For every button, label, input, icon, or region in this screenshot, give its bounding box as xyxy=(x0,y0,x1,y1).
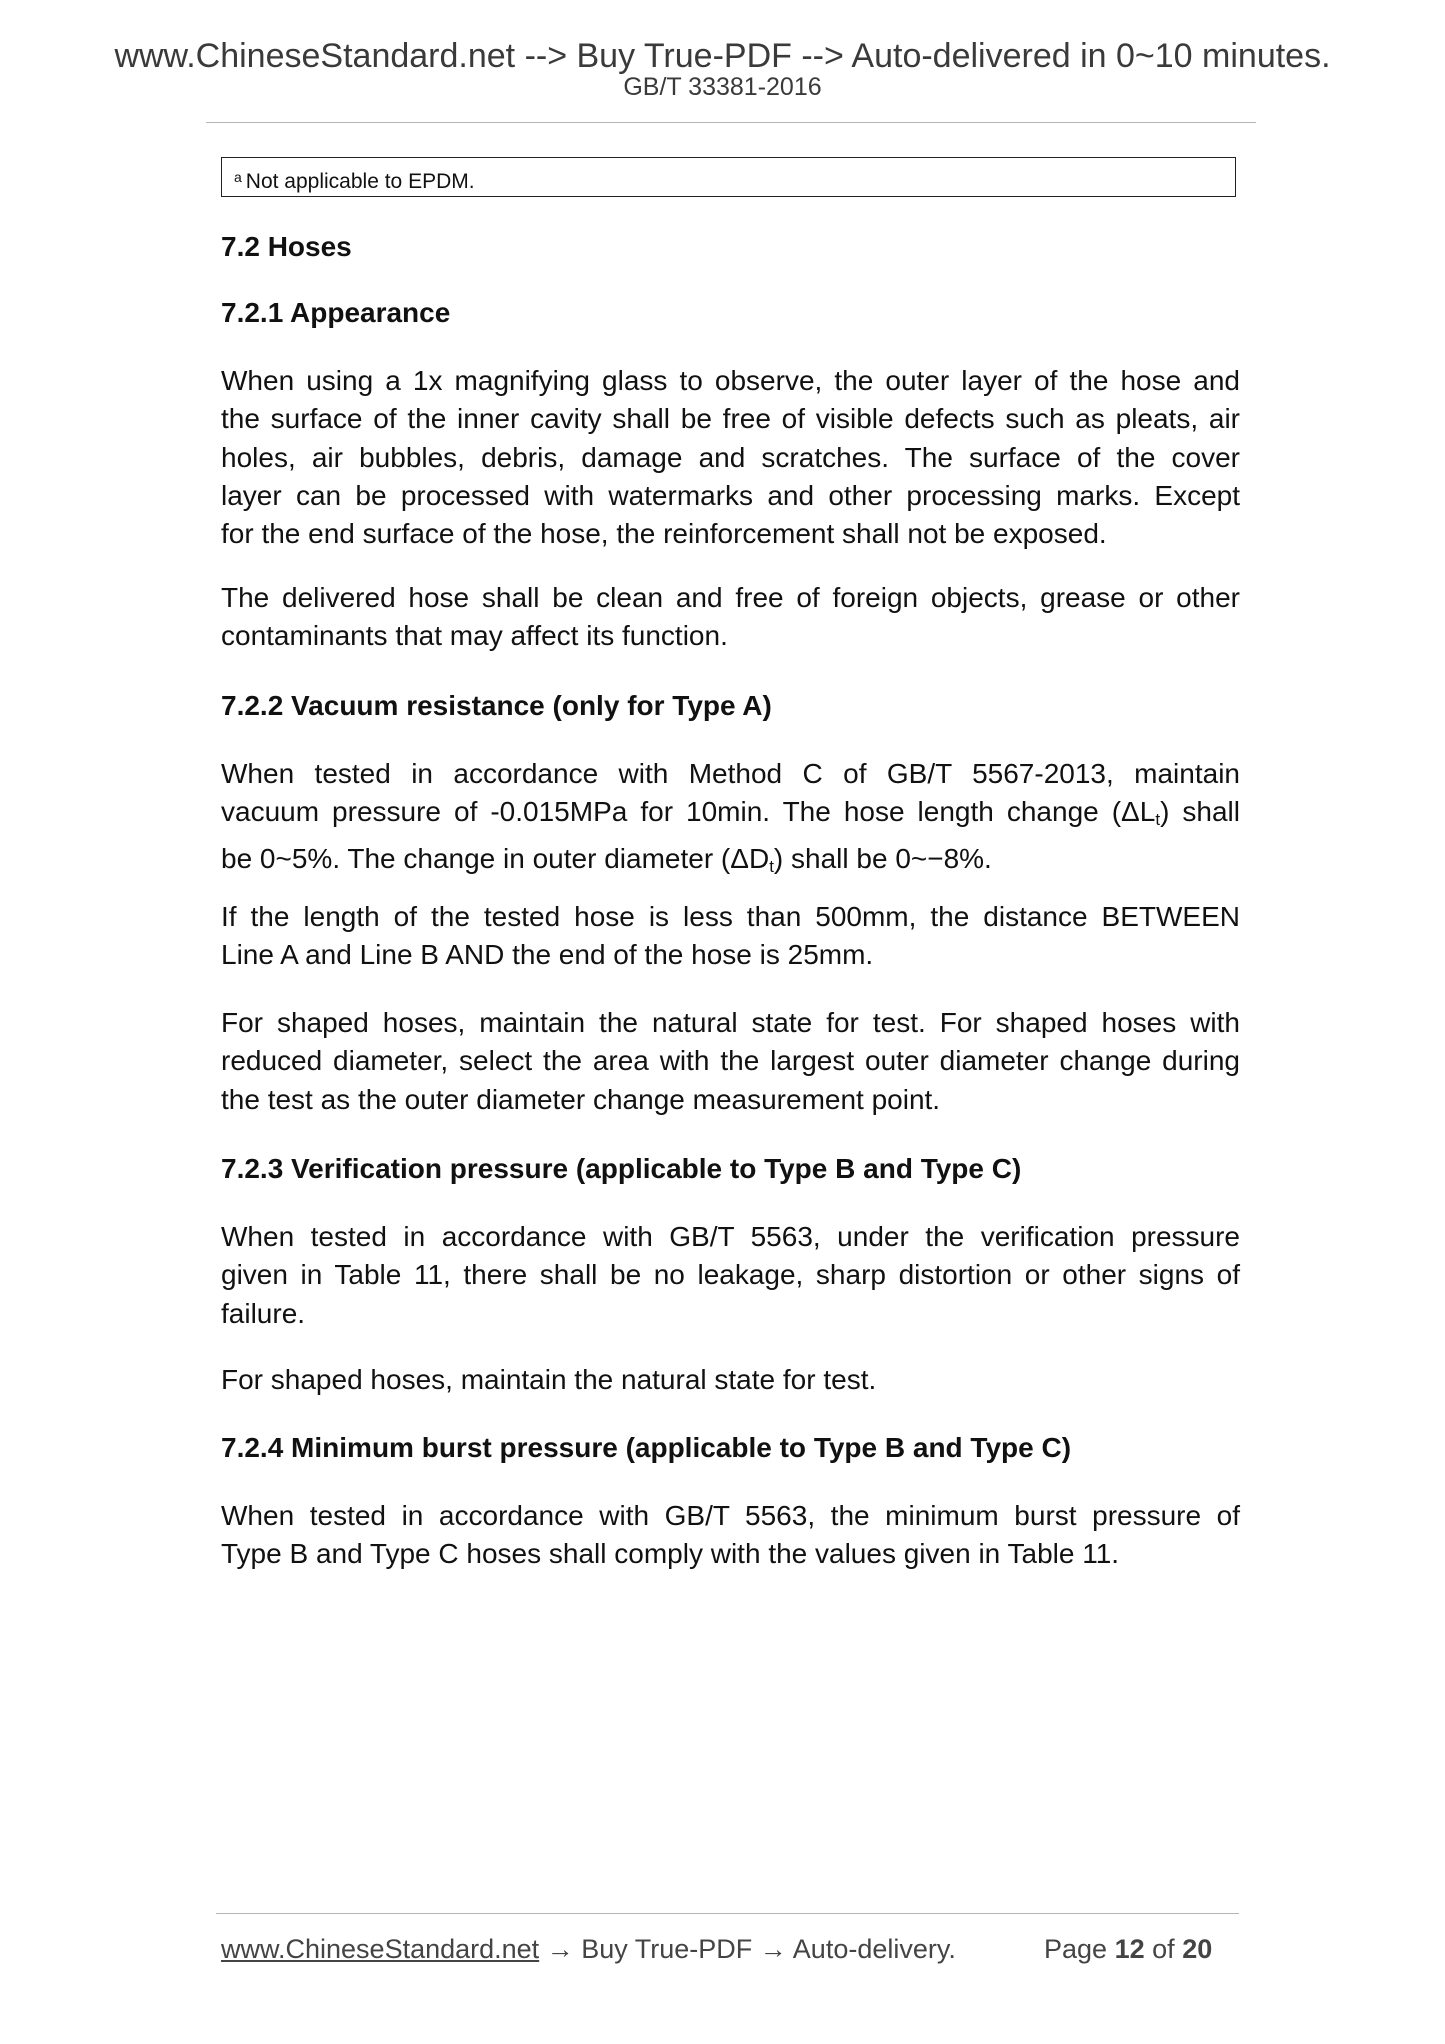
text-line: When tested in accordance with Method C of GB/T 5567-2013, maintain xyxy=(221,758,1240,789)
heading-7-2-3: 7.2.3 Verification pressure (applicable to Type B and Type C) xyxy=(221,1153,1022,1184)
footer-site-link[interactable]: www.ChineseStandard.net xyxy=(221,1934,540,1964)
text-line: contaminants that may affect its function. xyxy=(221,620,728,652)
text-line: the surface of the inner cavity shall be free of visible defects such as pleats, air xyxy=(221,403,1240,435)
text-line: Line A and Line B AND the end of the hose is 25mm. xyxy=(221,939,874,971)
text-segment: vacuum pressure of -0.015MPa for 10min. The hose length change (ΔL xyxy=(221,796,1156,828)
footer-buy-text: Buy True-PDF xyxy=(581,1934,753,1964)
header-divider xyxy=(206,122,1256,123)
paragraph-vacuum-3 xyxy=(221,1004,1240,1119)
heading-7-2-1: 7.2.1 Appearance xyxy=(221,297,451,328)
paragraph-vacuum-1 xyxy=(221,755,1240,886)
paragraph-appearance-1 xyxy=(221,362,1240,553)
paragraph-verification-2 xyxy=(221,1361,1240,1399)
text-line: When tested in accordance with GB/T 5563, the minimum burst pressure of xyxy=(221,1500,1240,1531)
document-code: GB/T 33381-2016 xyxy=(623,73,822,101)
text-line: layer can be processed with watermarks and other processing marks. Except xyxy=(221,479,1240,511)
site-banner: www.ChineseStandard.net --> Buy True-PDF --> Auto-delivered in 0~10 minutes. xyxy=(114,37,1331,75)
text-line: given in Table 11, there shall be no leakage, sharp distortion or other signs of xyxy=(221,1259,1240,1291)
paragraph-vacuum-2 xyxy=(221,898,1240,975)
subscript: t xyxy=(769,856,774,876)
page-label: Page xyxy=(1044,1934,1108,1964)
text-line: the test as the outer diameter change measurement point. xyxy=(221,1083,941,1115)
heading-7-2-4: 7.2.4 Minimum burst pressure (applicable to Type B and Type C) xyxy=(221,1432,1072,1463)
text-line: When using a 1x magnifying glass to observe, the outer layer of the hose and xyxy=(221,365,1240,396)
arrow-right-icon: → xyxy=(546,1934,574,1964)
paragraph-burst-1 xyxy=(221,1497,1240,1574)
footnote-text: Not applicable to EPDM. xyxy=(245,170,475,193)
paragraph-appearance-2 xyxy=(221,579,1240,656)
text-line: If the length of the tested hose is less than 500mm, the distance BETWEEN xyxy=(221,901,1240,932)
arrow-right-icon: → xyxy=(759,1934,787,1964)
footer-divider xyxy=(216,1913,1239,1914)
page-number: 12 xyxy=(1114,1934,1145,1964)
footer-promo xyxy=(221,1932,956,1966)
paragraph-verification-1 xyxy=(221,1218,1240,1333)
text-line: holes, air bubbles, debris, damage and scratches. The surface of the cover xyxy=(221,441,1240,473)
text-line: The delivered hose shall be clean and free of foreign objects, grease or other xyxy=(221,582,1240,613)
text-line: failure. xyxy=(221,1297,306,1329)
text-line: reduced diameter, select the area with the largest outer diameter change during xyxy=(221,1045,1240,1077)
subscript: t xyxy=(1155,810,1161,830)
text-segment: be 0~5%. The change in outer diameter (ΔD xyxy=(221,842,770,874)
text-line xyxy=(221,840,1240,886)
text-line: for the end surface of the hose, the reinforcement shall not be exposed. xyxy=(221,518,1107,550)
footer-delivery-text: Auto-delivery. xyxy=(792,1934,956,1964)
text-segment: ) shall be 0~−8%. xyxy=(773,842,992,874)
text-line: For shaped hoses, maintain the natural state for test. For shaped hoses with xyxy=(221,1007,1240,1038)
text-line: When tested in accordance with GB/T 5563, under the verification pressure xyxy=(221,1221,1240,1252)
heading-7-2-2: 7.2.2 Vacuum resistance (only for Type A) xyxy=(221,690,772,721)
text-line: For shaped hoses, maintain the natural state for test. xyxy=(221,1364,877,1395)
text-line: Type B and Type C hoses shall comply with the values given in Table 11. xyxy=(221,1538,1120,1570)
text-segment: ) shall xyxy=(1160,796,1240,828)
page-indicator xyxy=(1044,1932,1212,1966)
table-footnote xyxy=(221,157,1236,197)
of-label: of xyxy=(1152,1934,1175,1964)
text-line xyxy=(221,793,1240,839)
page-total: 20 xyxy=(1182,1934,1213,1964)
heading-7-2: 7.2 Hoses xyxy=(221,231,352,262)
footnote-marker: a xyxy=(234,169,242,185)
